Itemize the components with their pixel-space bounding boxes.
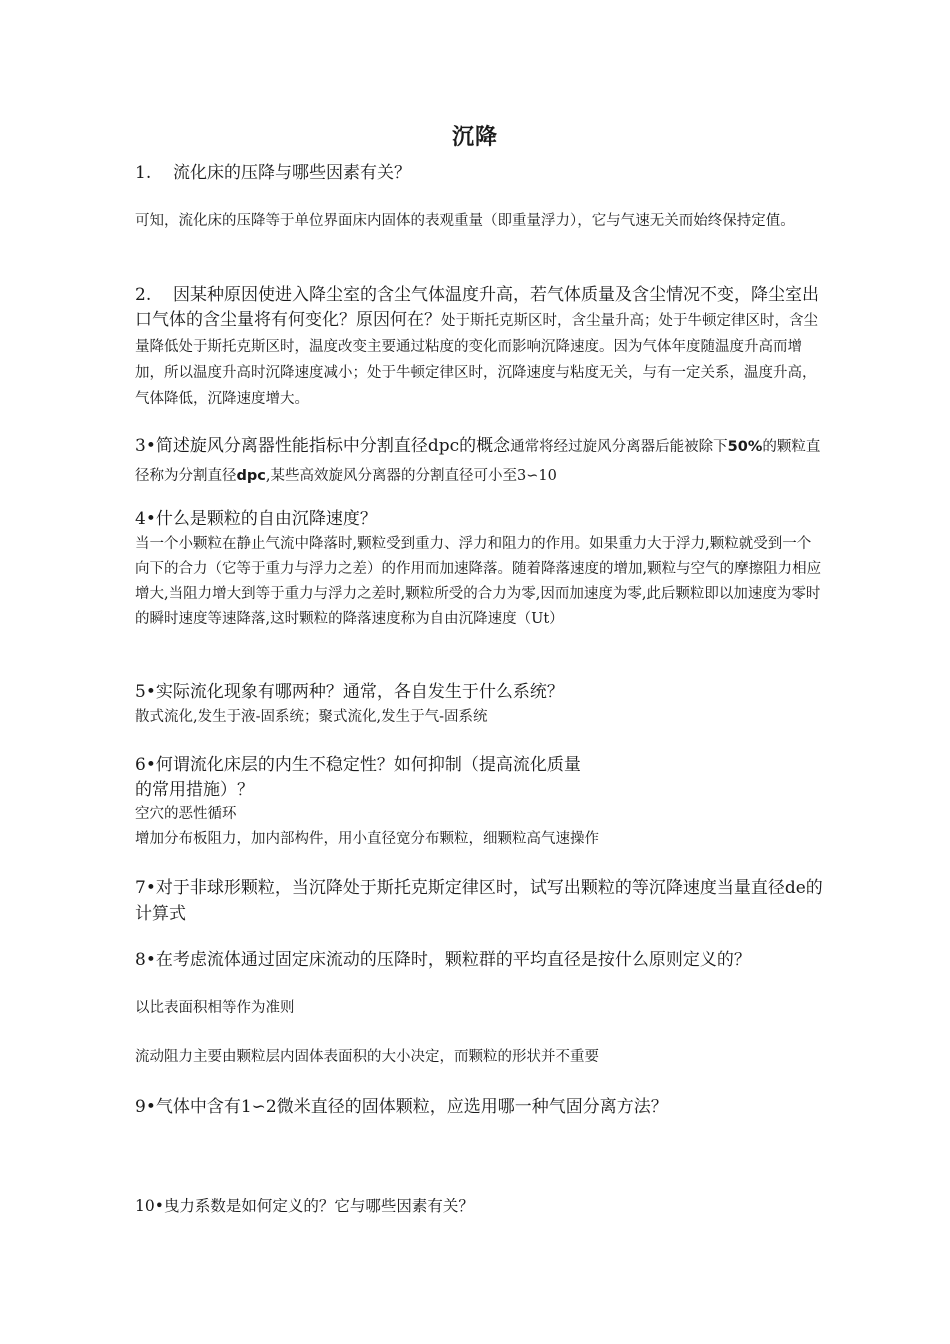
question-8: 8•在考虑流体通过固定床流动的压降时，颗粒群的平均直径是按什么原则定义的？ [135, 950, 751, 970]
question-1-text: 流化床的压降与哪些因素有关？ [173, 163, 411, 183]
question-4: 4•什么是颗粒的自由沉降速度？ [135, 509, 377, 529]
answer-2: 处于斯托克斯区时，含尘量升高；处于牛顿定律区时，含尘量降低处于斯托克斯区时，温度改变主要通过粘度的变化而影响沉降速度。因为气体年度随温度升高而增加，所以温度升高时沉降速度减小；处于牛顿定律区时，沉降速度与粘度无关，与有一定关系，温度升高，气体降低，沉降速度增大。 [135, 313, 818, 407]
question-9: 9•气体中含有1∽2微米直径的固体颗粒，应选用哪一种气固分离方法？ [135, 1097, 668, 1117]
answer-1: 可知，流化床的压降等于单位界面床内固体的表观重量（即重量浮力），它与气速无关而始终保持定值。 [135, 213, 795, 229]
answer-3-part-a: 通常将经过旋风分离器后能被除下 [510, 439, 728, 455]
question-6-line-1: 6•何谓流化床层的内生不稳定性？如何抑制（提高流化质量 [135, 755, 581, 775]
question-3 [135, 432, 825, 490]
answer-6-line-2: 增加分布板阻力，加内部构件，用小直径宽分布颗粒，细颗粒高气速操作 [135, 831, 599, 847]
question-1 [135, 160, 825, 186]
answer-6-line-1: 空穴的恶性循环 [135, 806, 237, 822]
question-6-line-2: 的常用措施）？ [135, 780, 254, 800]
answer-8-line-2: 流动阻力主要由颗粒层内固体表面积的大小决定，而颗粒的形状并不重要 [135, 1049, 599, 1065]
question-5: 5•实际流化现象有哪两种？通常，各自发生于什么系统？ [135, 682, 564, 702]
answer-3-part-e: ,某些高效旋风分离器的分割直径可小至3∽10 [265, 468, 557, 484]
answer-4: 当一个小颗粒在静止气流中降落时,颗粒受到重力、浮力和阻力的作用。如果重力大于浮力,颗粒就受到一个向下的合力（它等于重力与浮力之差）的作用而加速降落。随着降落速度的增加,颗粒与空气的摩擦阻力相应增大,当阻力增大到等于重力与浮力之差时,颗粒所受的合力为零,因而加速度为零,此后颗粒即以加速度为零时的瞬时速度等速降落,这时颗粒的降落速度称为自由沉降速度（Ut） [135, 536, 822, 627]
question-1-number: 1. [135, 163, 152, 183]
question-2-number: 2. [135, 285, 152, 305]
answer-8-line-1: 以比表面积相等作为准则 [135, 1000, 295, 1016]
question-7: 7•对于非球形颗粒，当沉降处于斯托克斯定律区时，试写出颗粒的等沉降速度当量直径de的计算式 [135, 878, 823, 924]
answer-3-bold-dpc: dpc [236, 468, 266, 484]
answer-3-bold-percent: 50% [727, 439, 763, 455]
answer-5: 散式流化,发生于液-固系统；聚式流化,发生于气-固系统 [135, 709, 488, 725]
page-title: 沉降 [451, 125, 498, 150]
question-3-text: 3•简述旋风分离器性能指标中分割直径dpc的概念 [135, 436, 511, 456]
question-2-text: 因某种原因使进入降尘室的含尘气体温度升高，若气体质量及含尘情况不变，降尘室出口气体的含尘量将有何变化？原因何在？ [135, 285, 819, 330]
question-2 [135, 283, 825, 412]
question-10: 10•曳力系数是如何定义的？它与哪些因素有关？ [135, 1197, 474, 1215]
answer-3-part-c: 的颗粒直径称为分割直径 [135, 439, 821, 484]
